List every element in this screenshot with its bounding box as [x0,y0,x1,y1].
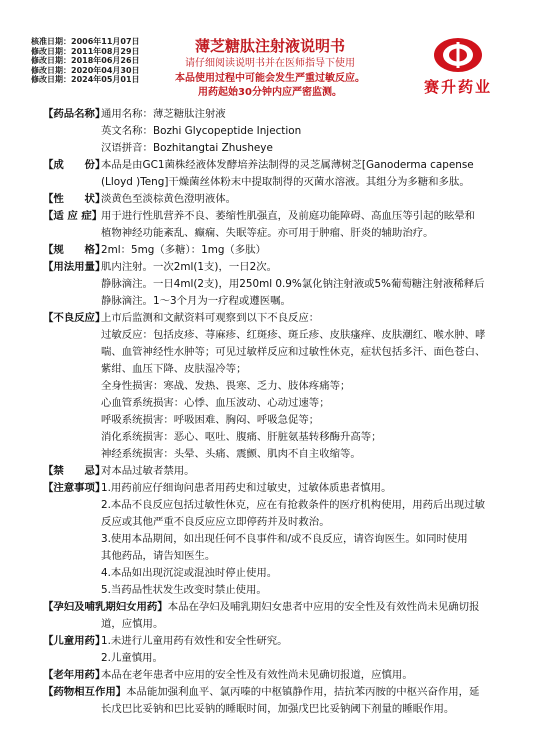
section-adverse-reactions [43,310,503,463]
generic-name: 通用名称：薄芝糖肽注射液 [101,108,226,120]
warning-line: 用药起始30分钟内应严密监测。 [198,87,342,98]
ingredients-text: (Lloyd )Teng]干燥菌丝体粉末中提取制得的灭菌水溶液。其组分为多糖和多肽。 [101,176,470,188]
section-label: 【禁 忌】 [43,465,106,477]
safety-warning [150,72,390,100]
adverse-text: 喘、血管神经性水肿等；可见过敏样反应和过敏性休克，症状包括多汗、面色苍白、 [101,346,486,358]
dosage-text: 静脉滴注。一日4ml(2支)，用250ml 0.9%氯化钠注射液或5%葡萄糖注射液稀释后 [101,278,485,290]
warning-line: 本品使用过程中可能会发生严重过敏反应。 [175,73,365,84]
section-label: 【注意事项】 [43,482,106,494]
section-indications [43,208,503,242]
date-line: 修改日期：2020年04月30日 [31,65,140,75]
usage-notice: 请仔细阅读说明书并在医师指导下使用 [185,58,355,69]
company-logo [408,36,508,94]
instructions-body [43,106,503,718]
adverse-text: 过敏反应：包括皮疹、荨麻疹、红斑疹、斑丘疹、皮肤瘙痒、皮肤潮红、喉水肿、哮 [101,329,486,341]
pinyin-name: 汉语拼音：Bozhitangtai Zhusheye [101,142,273,154]
logo-wordmark: 赛升药业 [423,78,492,96]
section-contraindications [43,463,503,480]
precautions-text: 反应或其他严重不良反应应立即停药并及时救治。 [101,516,330,528]
adverse-text: 神经系统损害：头晕、头痛、震颤、肌肉不自主收缩等。 [101,448,361,460]
adverse-text: 紫绀、血压下降、皮肤湿冷等； [101,363,247,375]
adverse-text: 上市后监测和文献资料可观察到以下不良反应： [101,312,320,324]
interactions-text: 长戊巴比妥钠和巴比妥钠的睡眠时间，加强戊巴比妥钠阈下剂量的睡眠作用。 [101,703,455,715]
section-drug-name [43,106,503,157]
section-specifications [43,242,503,259]
adverse-text: 全身性损害：寒战、发热、畏寒、乏力、肢体疼痛等； [101,380,351,392]
dosage-text: 肌内注射。一次2ml(1支)，一日2次。 [101,261,278,273]
adverse-text: 消化系统损害：恶心、呕吐、腹痛、肝脏氨基转移酶升高等； [101,431,382,443]
adverse-text: 心血管系统损害：心悸、血压波动、心动过速等； [101,397,330,409]
children-text: 1.未进行儿童用药有效性和安全性研究。 [101,635,288,647]
section-ingredients [43,157,503,191]
date-line: 修改日期：2011年08月29日 [31,46,140,56]
pregnancy-text: 本品在孕妇及哺乳期妇女患者中应用的安全性及有效性尚未见确切报 [167,601,480,613]
date-line: 修改日期：2018年06月26日 [31,56,140,66]
section-label: 【不良反应】 [43,312,106,324]
precautions-text: 1.用药前应仔细询问患者用药史和过敏史，过敏体质患者慎用。 [101,482,392,494]
section-precautions [43,480,503,599]
section-properties [43,191,503,208]
section-label: 【成 份】 [43,159,106,171]
section-label: 【规 格】 [43,244,106,256]
precautions-text: 其他药品，请告知医生。 [101,550,216,562]
section-pregnancy [43,599,503,633]
properties-text: 淡黄色至淡棕黄色澄明液体。 [101,193,237,205]
section-elderly [43,667,503,684]
interactions-text: 本品能加强利血平、氯丙嗪的中枢镇静作用，拮抗苯丙胺的中枢兴奋作用，延 [126,686,480,698]
logo-emblem-icon [432,36,484,74]
pregnancy-text: 道，应慎用。 [101,618,164,630]
section-label: 【儿童用药】 [43,635,106,647]
section-interactions [43,684,503,718]
precautions-text: 3.使用本品期间，如出现任何不良事件和/或不良反应，请咨询医生。如同时使用 [101,533,468,545]
ingredients-text: 本品是由GC1菌株经液体发酵培养法制得的灵芝属薄树芝[Ganoderma capense [101,159,474,171]
adverse-text: 呼吸系统损害：呼吸困难、胸闷、呼吸急促等； [101,414,320,426]
section-label: 【性 状】 [43,193,106,205]
indications-text: 植物神经功能紊乱、癫痫、失眠等症。亦可用于肿瘤、肝炎的辅助治疗。 [101,227,434,239]
precautions-text: 4.本品如出现沉淀或混浊时停止使用。 [101,567,278,579]
elderly-text: 本品在老年患者中应用的安全性及有效性尚未见确切报道，应慎用。 [101,669,413,681]
section-label: 【药品名称】 [43,108,106,120]
section-dosage [43,259,503,310]
date-line: 核准日期：2006年11月07日 [31,37,140,46]
section-label: 【孕妇及哺乳期妇女用药】 [43,601,168,613]
section-label: 【适 应 症】 [43,210,103,222]
approval-dates [31,37,140,85]
precautions-text: 5.当药品性状发生改变时禁止使用。 [101,584,267,596]
section-label: 【用法用量】 [43,261,106,273]
precautions-text: 2.本品不良反应包括过敏性休克，应在有抢救条件的医疗机构使用，用药后出现过敏 [101,499,485,511]
dosage-text: 静脉滴注。1～3个月为一疗程或遵医嘱。 [101,295,291,307]
document-title: 薄芝糖肽注射液说明书 [194,37,345,55]
section-children [43,633,503,667]
contraindications-text: 对本品过敏者禁用。 [101,465,195,477]
indications-text: 用于进行性肌营养不良、萎缩性肌强直，及前庭功能障碍、高血压等引起的眩晕和 [101,210,476,222]
specs-text: 2ml：5mg（多糖）：1mg（多肽） [101,244,266,256]
english-name: 英文名称：Bozhi Glycopeptide Injection [101,125,302,137]
section-label: 【老年用药】 [43,669,106,681]
section-label: 【药物相互作用】 [43,686,127,698]
date-line: 修改日期：2024年05月01日 [31,75,140,85]
children-text: 2.儿童慎用。 [101,652,163,664]
